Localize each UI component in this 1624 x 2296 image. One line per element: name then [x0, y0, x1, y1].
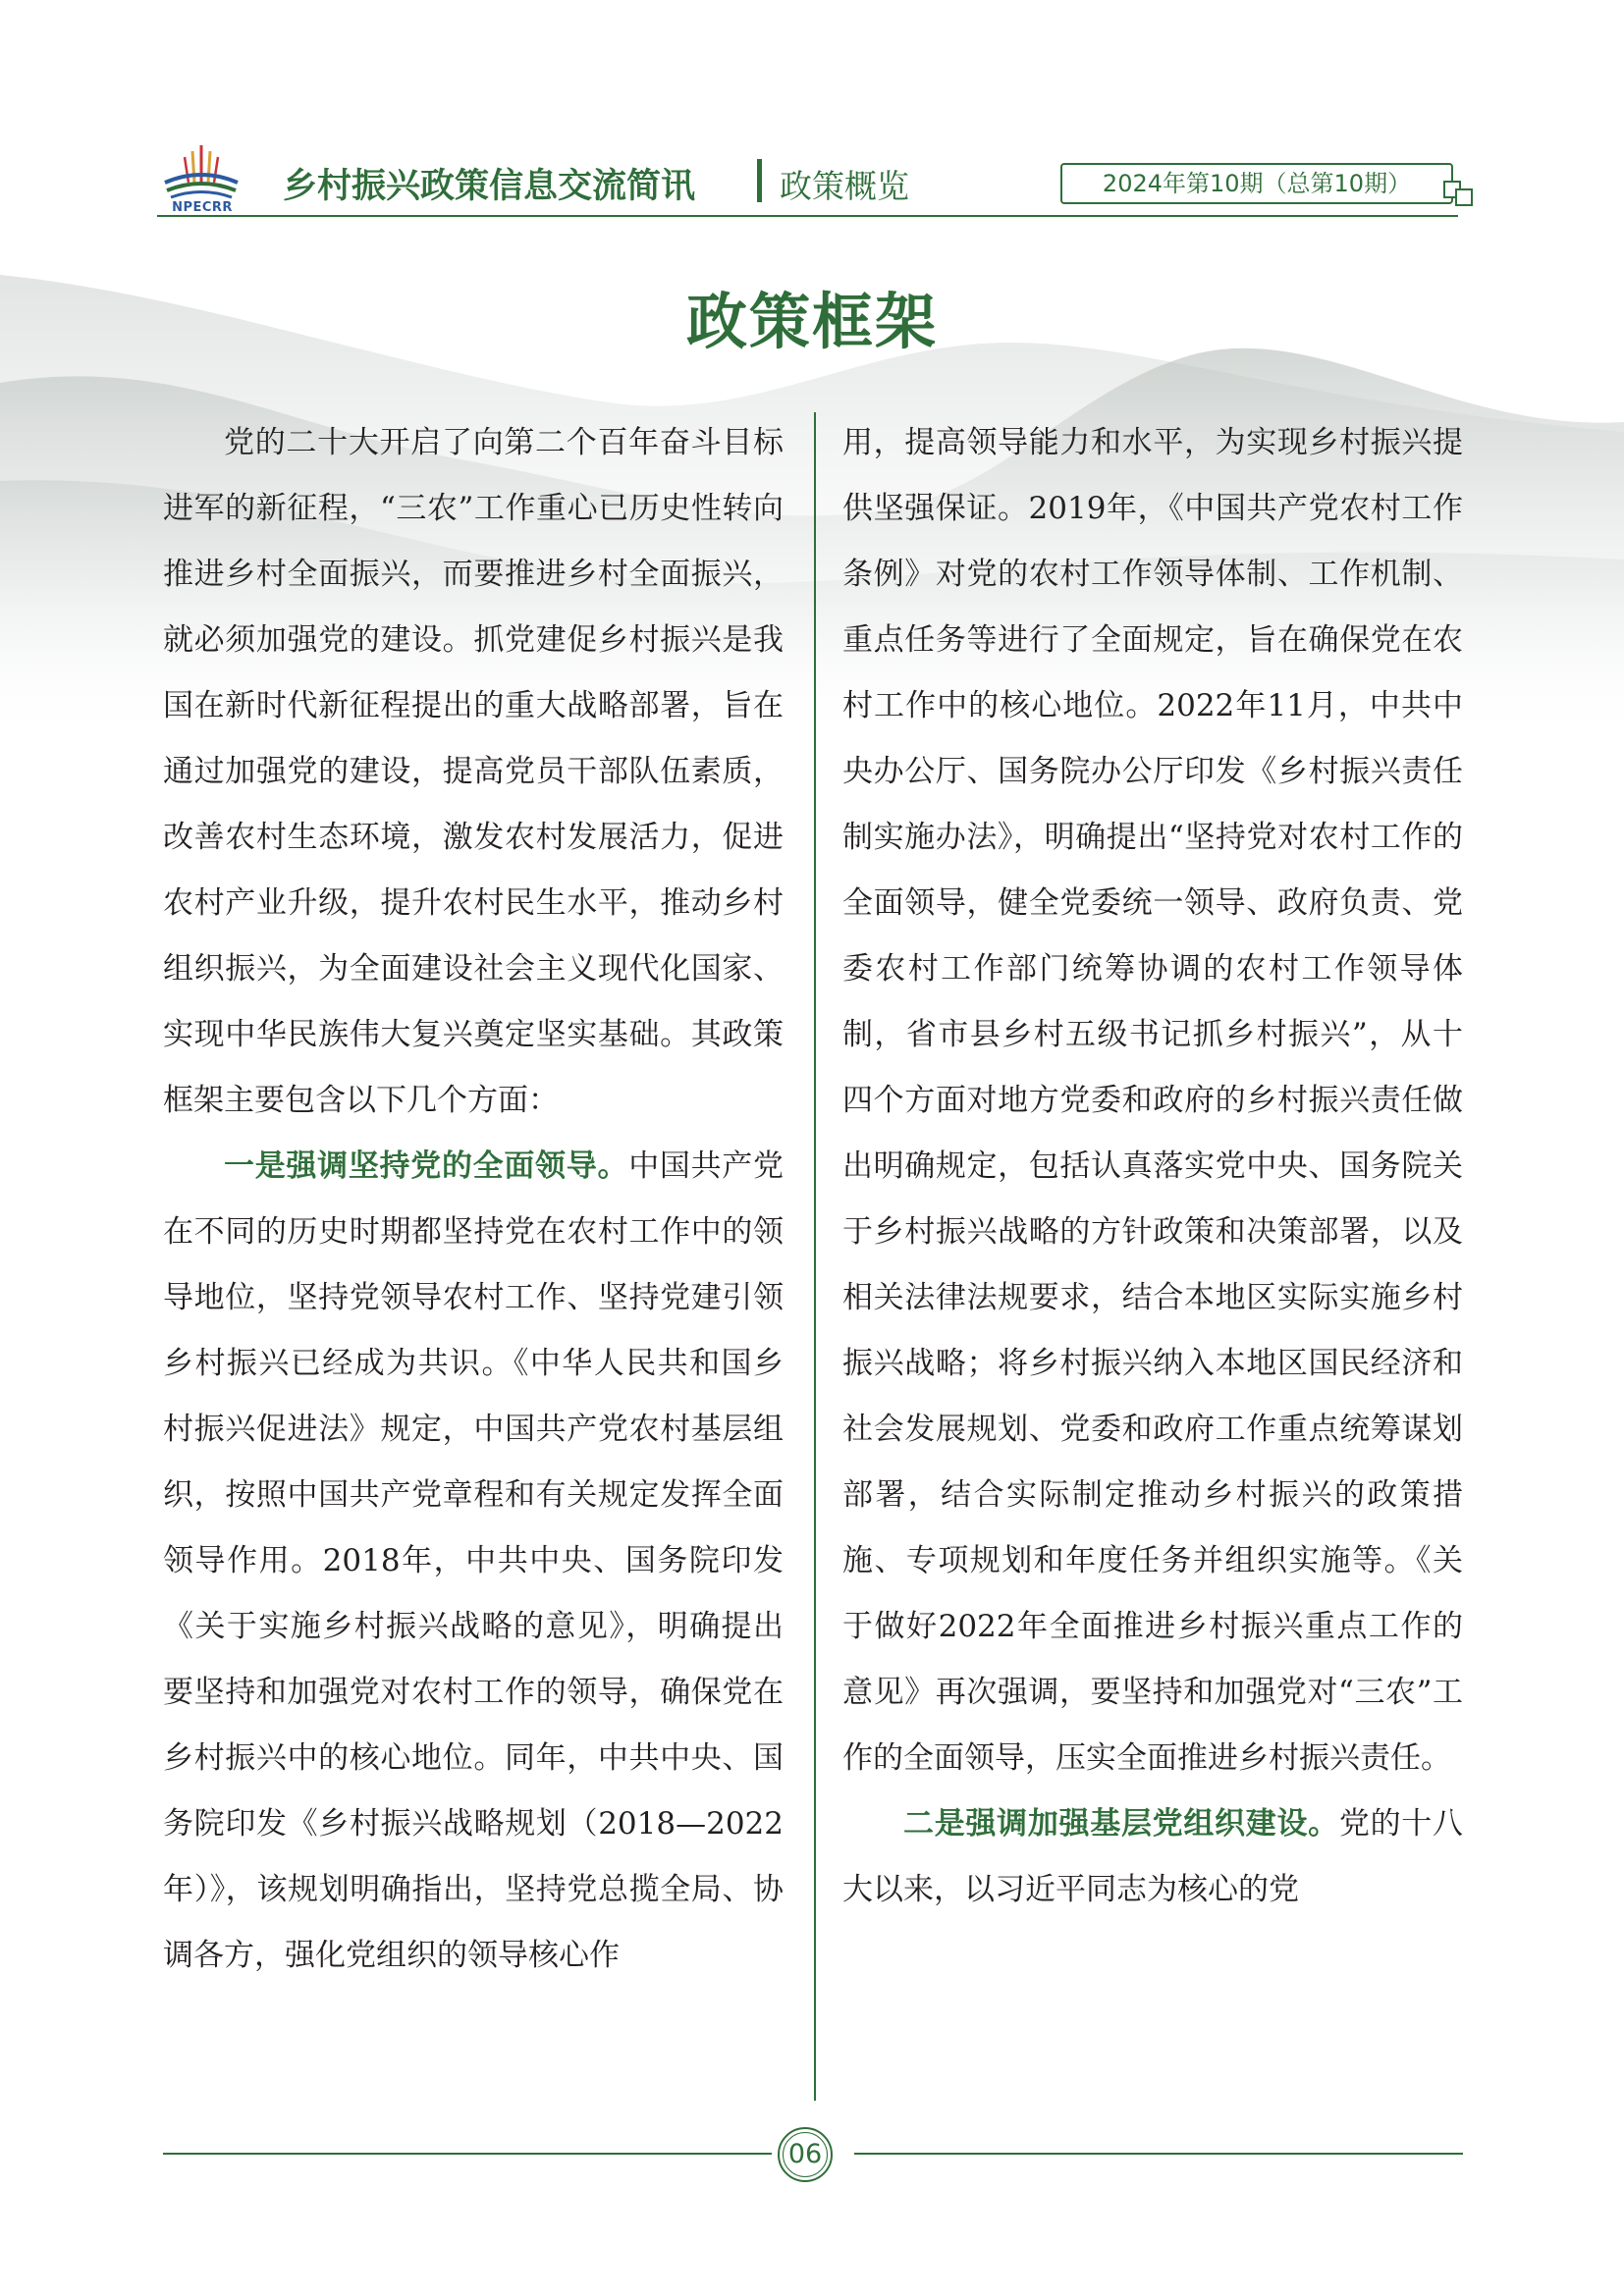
paragraph: 用，提高领导能力和水平，为实现乡村振兴提供坚强保证。2019年，《中国共产党农村工作条例》对党的农村工作领导体制、工作机制、重点任务等进行了全面规定，旨在确保党在农村工作中的核心地位。2022年11月，中共中央办公厅、国务院办公厅印发《乡村振兴责任制实施办法》，明确提出“坚持党对农村工作的全面领导，健全党委统一领导、政府负责、党委农村工作部门统筹协调的农村工作领导体制，省市县乡村五级书记抓乡村振兴”，从十四个方面对地方党委和政府的乡村振兴责任做出明确规定，包括认真落实党中央、国务院关于乡村振兴战略的方针政策和决策部署，以及相关法律法规要求，结合本地区实际实施乡村振兴战略；将乡村振兴纳入本地区国民经济和社会发展规划、党委和政府工作重点统筹谋划部署，结合实际制定推动乡村振兴的政策措施、专项规划和年度任务并组织实施等。《关于做好2022年全面推进乡村振兴重点工作的意见》再次强调，要坚持和加强党对“三农”工作的全面领导，压实全面推进乡村振兴责任。	[842, 425, 1463, 1776]
page-title: 政策框架	[685, 286, 938, 357]
corner-decoration	[1455, 188, 1473, 206]
paragraph	[842, 1791, 1463, 1923]
paragraph: 党的二十大开启了向第二个百年奋斗目标进军的新征程，“三农”工作重心已历史性转向推进乡村全面振兴，而要推进乡村全面振兴，就必须加强党的建设。抓党建促乡村振兴是我国在新时代新征程提出的重大战略部署，旨在通过加强党的建设，提高党员干部队伍素质，改善农村生态环境，激发农村发展活力，促进农村产业升级，提升农村民生水平，推动乡村组织振兴，为全面建设社会主义现代化国家、实现中华民族伟大复兴奠定坚实基础。其政策框架主要包含以下几个方面：	[163, 425, 784, 1118]
footer-rule	[854, 2153, 1463, 2155]
section-label: 政策概览	[780, 167, 909, 205]
footer-rule	[163, 2153, 772, 2155]
logo-text: NPECRR	[172, 200, 233, 215]
page-header	[157, 137, 1473, 226]
section-heading: 一是强调坚持党的全面领导。	[224, 1148, 629, 1184]
section-heading: 二是强调加强基层党组织建设。	[903, 1806, 1339, 1842]
newsletter-title: 乡村振兴政策信息交流简讯	[283, 167, 696, 206]
paragraph-body: 党的十八大以来，以习近平同志为核心的党	[842, 1806, 1464, 1907]
paragraph-body: 中国共产党在不同的历史时期都坚持党在农村工作中的领导地位，坚持党领导农村工作、坚持党建引领乡村振兴已经成为共识。《中华人民共和国乡村振兴促进法》规定，中国共产党农村基层组织，按照中国共产党章程和有关规定发挥全面领导作用。2018年，中共中央、国务院印发《关于实施乡村振兴战略的意见》，明确提出要坚持和加强党对农村工作的领导，确保党在乡村振兴中的核心地位。同年，中共中央、国务院印发《乡村振兴战略规划（2018—2022年）》，该规划明确指出，坚持党总揽全局、协调各方，强化党组织的领导核心作	[163, 1148, 785, 1973]
page-number: 06	[778, 2127, 833, 2182]
issue-badge: 2024年第10期（总第10期）	[1060, 163, 1453, 204]
header-divider	[757, 159, 762, 202]
right-column	[842, 410, 1463, 1923]
column-divider	[814, 412, 816, 2101]
header-rule	[157, 215, 1458, 217]
paragraph	[163, 1134, 784, 1989]
left-column	[163, 410, 784, 1989]
